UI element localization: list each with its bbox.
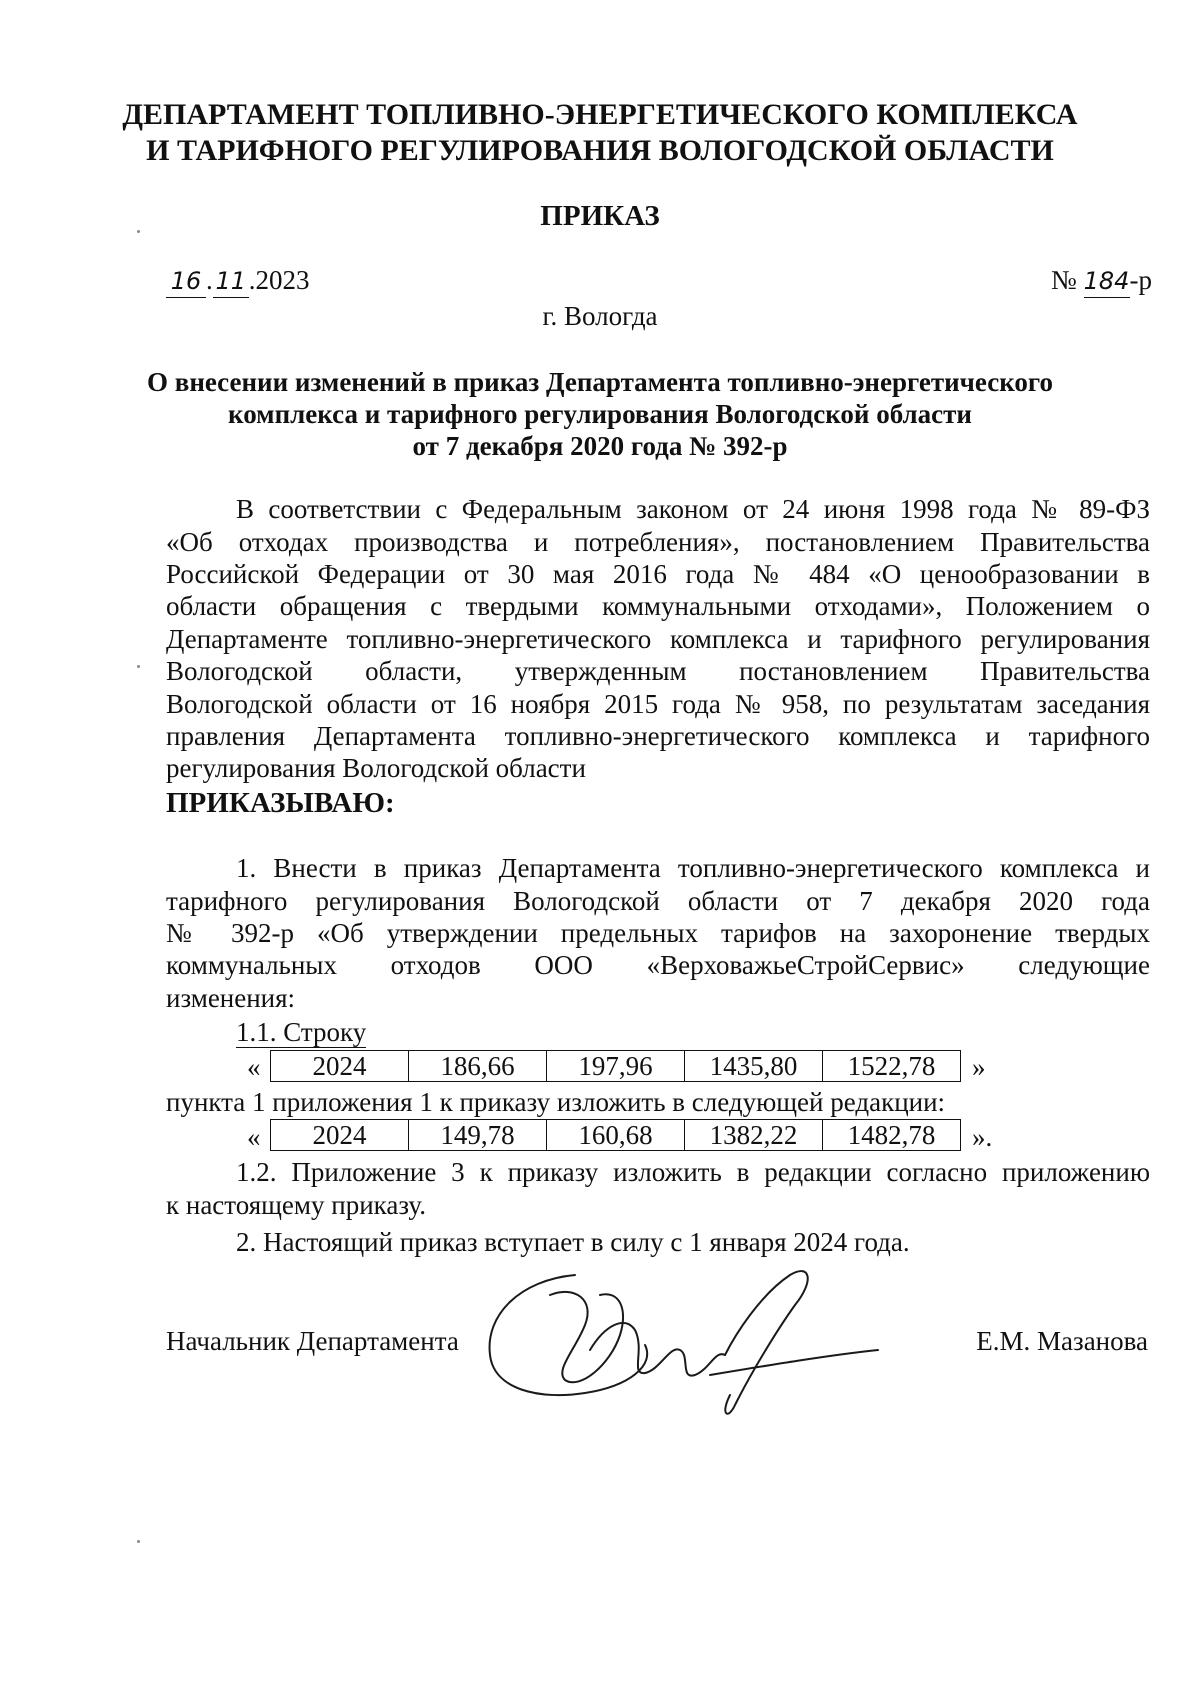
city: г. Вологда [542,301,658,331]
item-1-1-label [236,1016,366,1048]
replacement-text: пункта 1 приложения 1 к приказу изложить в следующей редакции: [166,1087,946,1117]
preamble-line: Департаменте топливно-энергетического комплекса и тарифного регулирования [166,624,1150,654]
scan-speck [137,665,140,668]
preamble-line: правления Департамента топливно-энергетического комплекса и тарифного [166,721,1150,751]
tariff-cell: 1382,22 [685,1120,823,1151]
row-old-close-quote: » [972,1052,986,1082]
number-prefix: № [1050,265,1077,295]
handwritten-signature [480,1255,880,1425]
title-line-3: от 7 декабря 2020 года № 392-р [412,431,788,461]
order-word: ПРИКАЗЫВАЮ: [166,787,395,819]
item-1-1-label-text: 1.1. Строку [236,1017,367,1047]
title-line-2: комплекса и тарифного регулирования Вологодской области [228,399,972,429]
item-1-line: коммунальных отходов ООО «ВерховажьеСтройСервис» следующие [166,950,1150,980]
row-new-close-quote: ». [972,1122,993,1152]
preamble-line: Вологодской области от 16 ноября 2015 года № 958, по результатам заседания [166,689,1150,719]
item-1-line: 1. Внести в приказ Департамента топливно-энергетического комплекса и [236,853,1150,883]
document-type: ПРИКАЗ [540,200,660,232]
date-month: 11 [213,265,249,298]
scan-speck [137,1540,140,1543]
title-line-1: О внесении изменений в приказ Департамента топливно-энергетического [146,367,1053,397]
department-name-line-1: ДЕПАРТАМЕНТ ТОПЛИВНО-ЭНЕРГЕТИЧЕСКОГО КОМПЛЕКСА [122,98,1078,131]
tariff-cell: 186,66 [409,1051,547,1082]
document-date [166,264,310,298]
preamble-line: В соответствии с Федеральным законом от 24 июня 1998 года № 89-ФЗ [236,494,1150,524]
tariff-cell: 1522,78 [823,1051,961,1082]
signatory-name: Е.М. Мазанова [976,1326,1148,1356]
preamble-line: «Об отходах производства и потребления», постановлением Правительства [166,527,1150,557]
scan-speck [137,230,140,233]
item-1-line: изменения: [166,983,296,1013]
row-old-open-quote: « [247,1052,261,1082]
tariff-row-old [270,1050,961,1082]
tariff-row-new [270,1119,961,1151]
item-1-2-line: к настоящему приказу. [166,1190,426,1220]
preamble-line: Вологодской области, утвержденным постановлением Правительства [166,656,1150,686]
tariff-cell: 197,96 [547,1051,685,1082]
number-value: 184 [1084,265,1130,298]
date-day: 16 [166,265,206,298]
row-new-open-quote: « [247,1122,261,1152]
date-separator: . [206,265,213,295]
number-suffix: -р [1129,265,1152,295]
tariff-cell: 160,68 [547,1120,685,1151]
tariff-cell: 149,78 [409,1120,547,1151]
document-number [1051,264,1152,298]
tariff-cell: 1435,80 [685,1051,823,1082]
item-1-2-line: 1.2. Приложение 3 к приказу изложить в редакции согласно приложению [236,1157,1150,1187]
item-1-line: тарифного регулирования Вологодской области от 7 декабря 2020 года [166,886,1150,916]
item-1-line: № 392-р «Об утверждении предельных тарифов на захоронение твердых [166,918,1150,948]
department-name-line-2: И ТАРИФНОГО РЕГУЛИРОВАНИЯ ВОЛОГОДСКОЙ ОБЛАСТИ [146,134,1054,167]
date-year: .2023 [248,265,310,295]
item-2: 2. Настоящий приказ вступает в силу с 1 января 2024 года. [236,1227,910,1257]
tariff-cell: 2024 [271,1120,409,1151]
tariff-cell: 2024 [271,1051,409,1082]
preamble-line: области обращения с твердыми коммунальными отходами», Положением о [166,591,1150,621]
tariff-cell: 1482,78 [823,1120,961,1151]
preamble-line: регулирования Вологодской области [166,753,586,783]
signatory-position: Начальник Департамента [166,1326,459,1356]
preamble-line: Российской Федерации от 30 мая 2016 года № 484 «О ценообразовании в [166,559,1150,589]
